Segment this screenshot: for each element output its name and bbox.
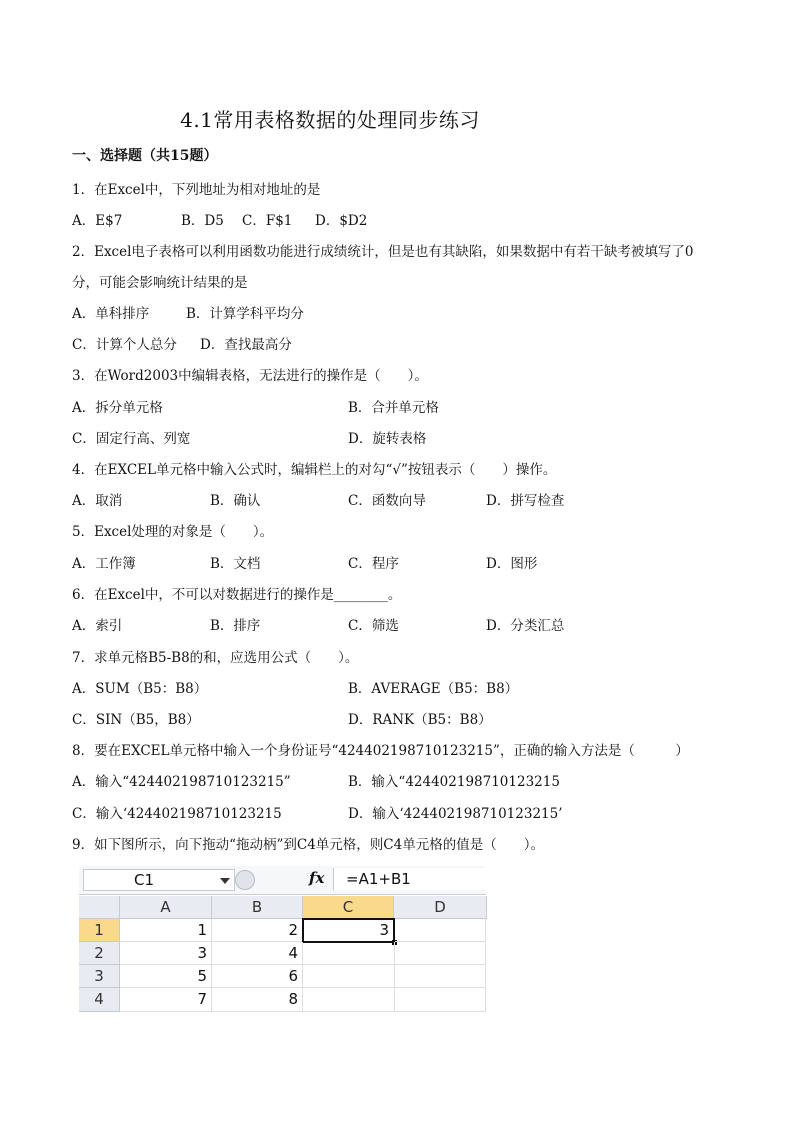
question-8-option-d: D．输入‘424402198710123215’ [348, 806, 563, 822]
formula-value: =A1+B1 [346, 870, 411, 888]
select-all-corner [79, 896, 120, 919]
question-5-option-b: B．文档 [210, 556, 261, 572]
fx-icon: fx [309, 869, 325, 887]
cell-d4 [395, 988, 486, 1012]
question-1-option-d: D．$D2 [315, 213, 368, 229]
column-header-c: C [303, 896, 394, 919]
question-8-option-a: A．输入“424402198710123215” [72, 774, 291, 790]
cell-d2 [395, 942, 486, 965]
cell-b1: 2 [212, 919, 303, 942]
question-5-option-d: D．图形 [486, 556, 538, 572]
row-header-4: 4 [79, 988, 120, 1012]
question-1-option-c: C．F$1 [242, 213, 293, 229]
question-6-option-c: C．筛选 [348, 618, 399, 634]
row-header-1: 1 [79, 919, 120, 942]
section-heading: 一、选择题（共15题） [72, 148, 218, 164]
question-2-option-b: B．计算学科平均分 [186, 306, 304, 322]
column-header-b: B [212, 896, 303, 919]
question-3-option-a: A．拆分单元格 [72, 400, 163, 416]
question-7-option-a: A．SUM（B5：B8） [72, 681, 208, 697]
cell-c4 [303, 988, 395, 1012]
question-6-option-b: B．排序 [210, 618, 261, 634]
chevron-down-icon [220, 878, 230, 884]
question-9-stem: 9．如下图所示，向下拖动“拖动柄”到C4单元格，则C4单元格的值是（ ）。 [72, 837, 544, 853]
column-header-a: A [120, 896, 212, 919]
name-box [83, 869, 235, 891]
name-box-value: C1 [134, 871, 155, 889]
question-4-option-a: A．取消 [72, 493, 123, 509]
cell-a4: 7 [120, 988, 212, 1012]
question-8-option-c: C．输入‘424402198710123215 [72, 806, 282, 822]
cell-d1 [395, 919, 486, 942]
question-2-option-c: C．计算个人总分 [72, 337, 177, 353]
question-5-stem: 5．Excel处理的对象是（ ）。 [72, 524, 274, 540]
question-8-stem: 8．要在EXCEL单元格中输入一个身份证号“424402198710123215”，正确的输入方法是（ ） [72, 743, 689, 759]
cell-b4: 8 [212, 988, 303, 1012]
question-7-option-c: C．SIN（B5，B8） [72, 712, 200, 728]
question-3-stem: 3．在Word2003中编辑表格，无法进行的操作是（ ）。 [72, 368, 428, 384]
cell-a2: 3 [120, 942, 212, 965]
resize-handle-icon [235, 870, 255, 890]
question-7-option-d: D．RANK（B5：B8） [348, 712, 492, 728]
question-2-option-a: A．单科排序 [72, 306, 150, 322]
question-5-option-c: C．程序 [348, 556, 399, 572]
question-8-option-b: B．输入“424402198710123215 [348, 774, 560, 790]
row-header-3: 3 [79, 965, 120, 988]
question-2-stem-line2: 分，可能会影响统计结果的是 [72, 275, 248, 291]
cell-a1: 1 [120, 919, 212, 942]
question-3-option-b: B．合并单元格 [348, 400, 439, 416]
question-3-option-d: D．旋转表格 [348, 431, 427, 447]
question-4-option-c: C．函数向导 [348, 493, 426, 509]
cell-c2 [303, 942, 395, 965]
question-7-option-b: B．AVERAGE（B5：B8） [348, 681, 519, 697]
cell-b2: 4 [212, 942, 303, 965]
question-5-option-a: A．工作簿 [72, 556, 136, 572]
question-4-option-d: D．拼写检查 [486, 493, 565, 509]
question-2-stem-line1: 2．Excel电子表格可以利用函数功能进行成绩统计，但是也有其缺陷，如果数据中有若干缺考被填写了0 [72, 244, 694, 260]
question-2-option-d: D．查找最高分 [200, 337, 292, 353]
question-6-option-d: D．分类汇总 [486, 618, 565, 634]
row-header-2: 2 [79, 942, 120, 965]
question-1-stem: 1．在Excel中，下列地址为相对地址的是 [72, 182, 321, 198]
question-1-option-b: B．D5 [181, 213, 224, 229]
cell-b3: 6 [212, 965, 303, 988]
question-3-option-c: C．固定行高、列宽 [72, 431, 191, 447]
question-6-option-a: A．索引 [72, 618, 123, 634]
formula-field [333, 868, 486, 890]
cell-c1: 3 [302, 918, 395, 943]
question-4-option-b: B．确认 [210, 493, 261, 509]
cell-grid [79, 896, 486, 1012]
cell-a3: 5 [120, 965, 212, 988]
cell-d3 [395, 965, 486, 988]
cell-c3 [303, 965, 395, 988]
question-1-option-a: A．E$7 [72, 213, 123, 229]
spreadsheet-figure [79, 866, 486, 1012]
question-6-stem: 6．在Excel中，不可以对数据进行的操作是________。 [72, 587, 402, 603]
question-7-stem: 7．求单元格B5-B8的和，应选用公式（ ）。 [72, 650, 359, 666]
question-4-stem: 4．在EXCEL单元格中输入公式时，编辑栏上的对勾“√”按钮表示（ ）操作。 [72, 462, 557, 478]
page-title: 4.1常用表格数据的处理同步练习 [180, 108, 480, 132]
formula-bar [79, 866, 486, 895]
column-header-d: D [394, 896, 487, 919]
